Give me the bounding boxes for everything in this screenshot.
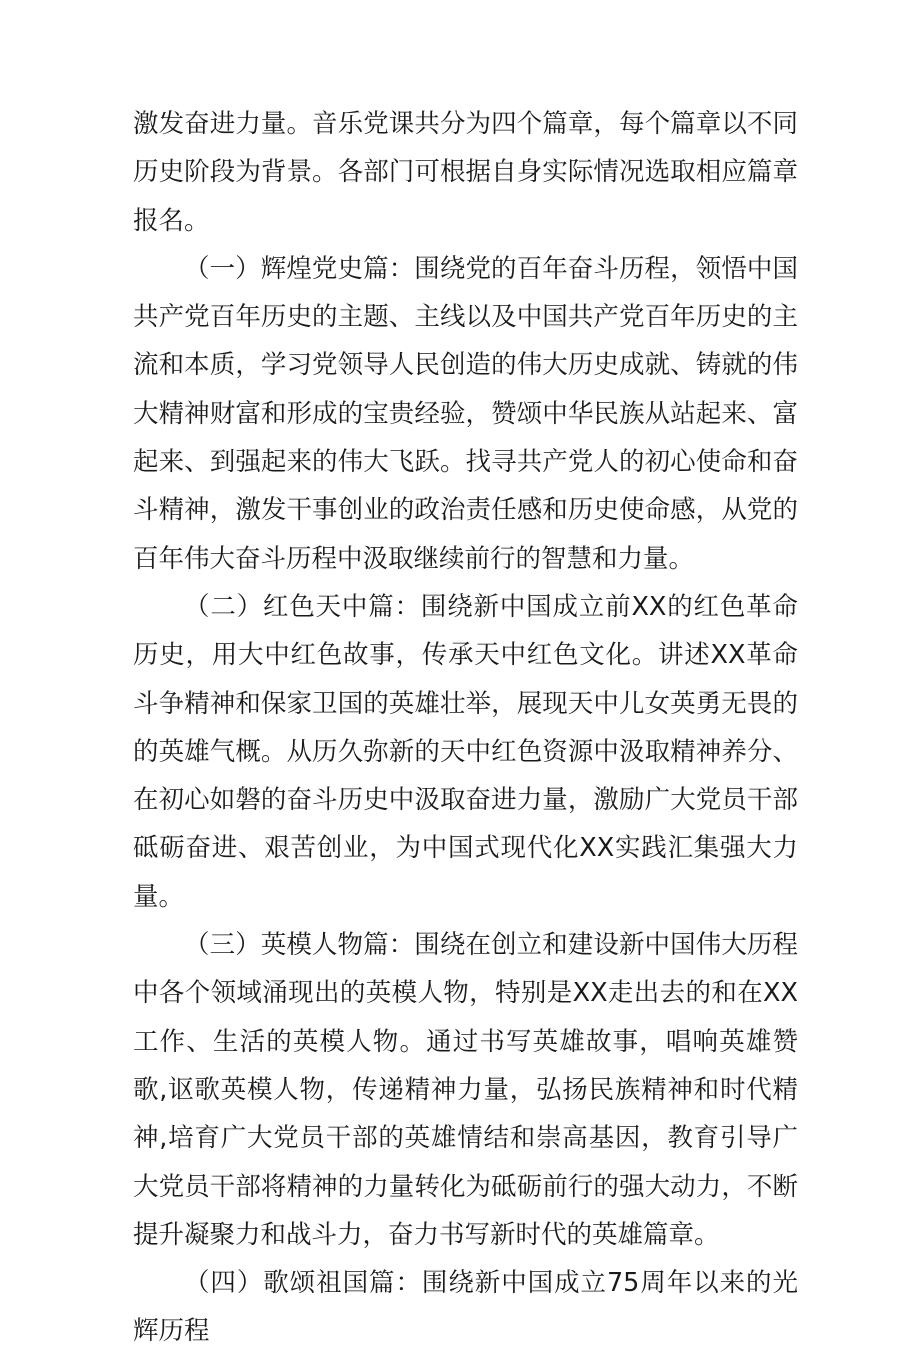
document-body	[133, 100, 798, 1356]
paragraph-chapter-1: （一）辉煌党史篇：围绕党的百年奋斗历程，领悟中国共产党百年历史的主题、主线以及中国共产党百年历史的主流和本质，学习党领导人民创造的伟大历史成就、铸就的伟大精神财富和形成的宝贵经验，赞颂中华民族从站起来、富起来、到强起来的伟大飞跃。找寻共产党人的初心使命和奋斗精神，激发干事创业的政治责任感和历史使命感，从党的百年伟大奋斗历程中汲取继续前行的智慧和力量。	[133, 253, 798, 574]
paragraph-chapter-3: （三）英模人物篇：围绕在创立和建设新中国伟大历程中各个领域涌现出的英模人物，特别是XX走出去的和在XX工作、生活的英模人物。通过书写英雄故事，唱响英雄赞歌,讴歌英模人物，传递精神力量，弘扬民族精神和时代精神,培育广大党员干部的英雄情结和崇高基因，教育引导广大党员干部将精神的力量转化为砥砺前行的强大动力，不断提升凝聚力和战斗力，奋力书写新时代的英雄篇章。	[133, 930, 798, 1250]
paragraph-intro-continuation: 激发奋进力量。音乐党课共分为四个篇章，每个篇章以不同历史阶段为背景。各部门可根据自身实际情况选取相应篇章报名。	[133, 109, 798, 236]
paragraph-chapter-2: （二）红色天中篇：围绕新中国成立前XX的红色革命历史，用大中红色故事，传承天中红色文化。讲述XX革命斗争精神和保家卫国的英雄壮举，展现天中儿女英勇无畏的的英雄气概。从历久弥新的天中红色资源中汲取精神养分、在初心如磐的奋斗历史中汲取奋进力量，激励广大党员干部砥砺奋进、艰苦创业，为中国式现代化XX实践汇集强大力量。	[133, 591, 798, 912]
paragraph-chapter-4: （四）歌颂祖国篇：围绕新中国成立75周年以来的光辉历程	[133, 1268, 798, 1347]
